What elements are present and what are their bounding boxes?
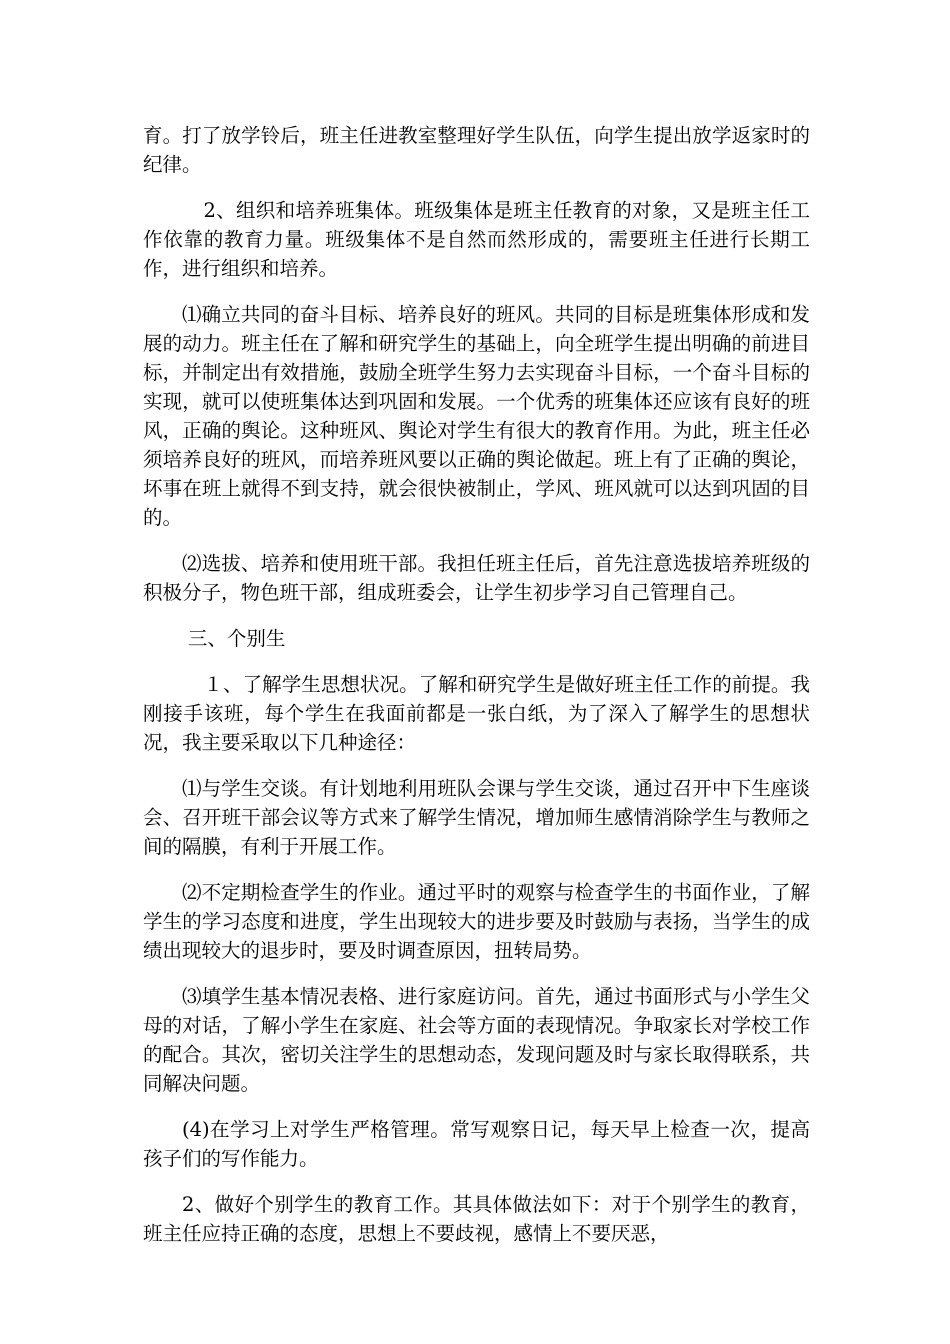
section-heading-individual: 三、个别生 [187, 627, 286, 650]
paragraph-continuation: 育。打了放学铃后，班主任进教室整理好学生队伍，向学生提出放学返家时的纪律。 [143, 124, 810, 176]
paragraph-common-goal: ⑴确立共同的奋斗目标、培养良好的班风。共同的目标是班集体形成和发展的动力。班主任在了解和研究学生的基础上，向全班学生提出明确的前进目标，并制定出有效措施，鼓励全班学生努力去实现奋斗目标，一个奋斗目标的实现，就可以使班集体达到巩固和发展。一个优秀的班集体还应该有良好的班风，正确的舆论。这种班风、舆论对学生有很大的教育作用。为此，班主任必须培养良好的班风，而培养班风要以正确的舆论做起。班上有了正确的舆论，坏事在班上就得不到支持，就会很快被制止，学风、班风就可以达到巩固的目的。 [143, 303, 810, 529]
paragraph-organize-class: 2、组织和培养班集体。班级集体是班主任教育的对象，又是班主任工作依靠的教育力量。班级集体不是自然而然形成的，需要班主任进行长期工作，进行组织和培养。 [143, 199, 810, 280]
paragraph-talk-with-students: ⑴与学生交谈。有计划地利用班队会课与学生交谈，通过召开中下生座谈会、召开班干部会议等方式来了解学生情况，增加师生感情消除学生与教师之间的隔膜，有利于开展工作。 [143, 777, 810, 858]
paragraph-strict-management: (4)在学习上对学生严格管理。常写观察日记，每天早上检查一次，提高孩子们的写作能力。 [143, 1118, 810, 1170]
paragraph-understand-students: １、了解学生思想状况。了解和研究学生是做好班主任工作的前提。我刚接手该班，每个学生在我面前都是一张白纸，为了深入了解学生的思想状况，我主要采取以下几种途径： [143, 673, 810, 754]
document-body [143, 121, 810, 1265]
paragraph-home-visits: ⑶填学生基本情况表格、进行家庭访问。首先，通过书面形式与小学生父母的对话，了解小学生在家庭、社会等方面的表现情况。争取家长对学校工作的配合。其次，密切关注学生的思想动态，发现问题及时与家长取得联系，共同解决问题。 [143, 985, 810, 1095]
paragraph-individual-education: 2、做好个别学生的教育工作。其具体做法如下：对于个别学生的教育，班主任应持正确的态度，思想上不要歧视，感情上不要厌恶， [143, 1193, 810, 1245]
paragraph-class-cadres: ⑵选拔、培养和使用班干部。我担任班主任后，首先注意选拔培养班级的积极分子，物色班干部，组成班委会，让学生初步学习自己管理自己。 [143, 552, 810, 604]
paragraph-check-homework: ⑵不定期检查学生的作业。通过平时的观察与检查学生的书面作业，了解学生的学习态度和进度，学生出现较大的进步要及时鼓励与表扬，当学生的成绩出现较大的退步时，要及时调查原因，扭转局势。 [143, 881, 810, 962]
